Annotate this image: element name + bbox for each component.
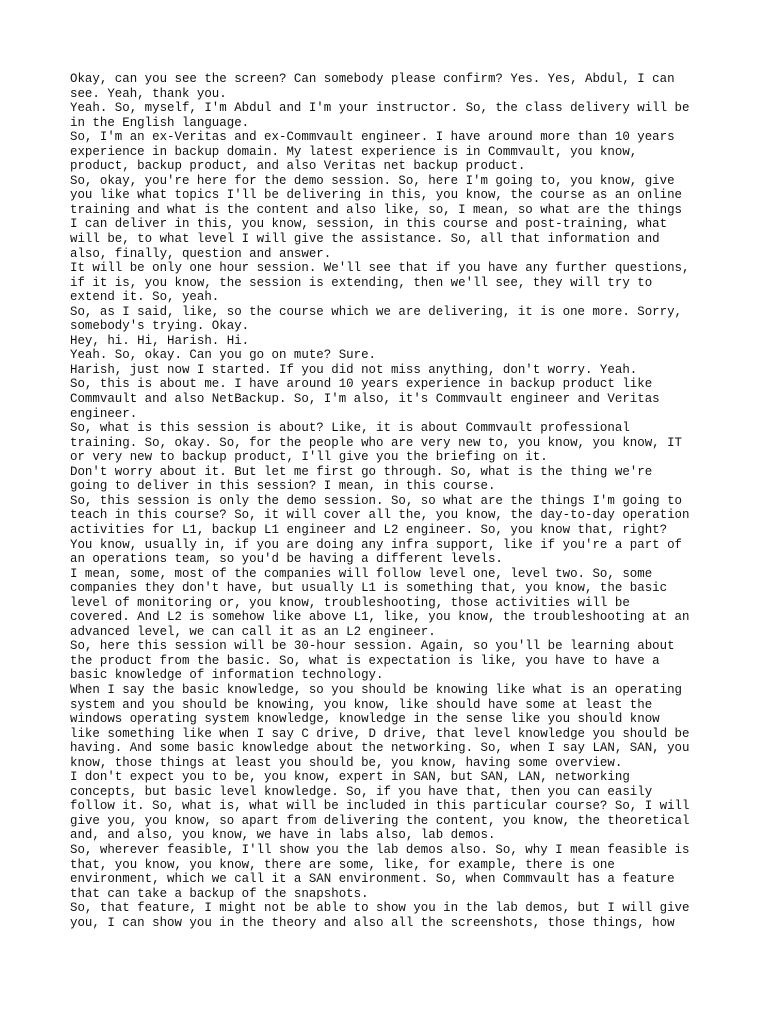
paragraph-2: Yeah. So, myself, I'm Abdul and I'm your instructor. So, the class delivery will be in the English language. [70, 101, 690, 130]
paragraph-1: Okay, can you see the screen? Can somebody please confirm? Yes. Yes, Abdul, I can see. Yeah, thank you. [70, 72, 675, 101]
paragraph-11: So, what is this session is about? Like, it is about Commvault professional training. So, okay. So, for the people who are very new to, you know, you know, IT or very new to backup product, I'll give you the briefing on it. [70, 421, 683, 465]
paragraph-10: So, this is about me. I have around 10 years experience in backup product like Commvault and also NetBackup. So, I'm also, it's Commvault engineer and Veritas engineer. [70, 377, 660, 421]
paragraph-12: Don't worry about it. But let me first go through. So, what is the thing we're going to deliver in this session? I mean, in this course. [70, 464, 653, 494]
paragraph-14: I mean, some, most of the companies will follow level one, level two. So, some companies they don't have, but usually L1 is something that, you know, the basic level of monitoring or, you know, troubleshooting, those activities will be covered. And L2 is somehow like above L1, like, you know, the troubleshooting at an advanced level, we can call it as an L2 engineer. [70, 566, 690, 639]
paragraph-6: So, as I said, like, so the course which we are delivering, it is one more. Sorry, somebody's trying. Okay. [70, 304, 683, 334]
paragraph-9: Harish, just now I started. If you did not miss anything, don't worry. Yeah. [70, 362, 638, 377]
paragraph-15: So, here this session will be 30-hour session. Again, so you'll be learning about the product from the basic. So, what is expectation is like, you have to have a basic knowledge of information technology. [70, 639, 675, 683]
transcript-document [70, 72, 710, 930]
paragraph-19: So, that feature, I might not be able to show you in the lab demos, but I will give you, I can show you in the theory and also all the screenshots, those things, how [70, 901, 690, 930]
paragraph-8: Yeah. So, okay. Can you go on mute? Sure. [70, 348, 377, 363]
paragraph-13: So, this session is only the demo session. So, so what are the things I'm going to teach in this course? So, it will cover all the, you know, the day-to-day operation activities for L1, backup L1 engineer and L2 engineer. So, you know that, right? You know, usually in, if you are doing any infra support, like if you're a part of an operations team, so you'd be having a different levels. [70, 493, 690, 567]
paragraph-16: When I say the basic knowledge, so you should be knowing like what is an operating system and you should be knowing, you know, like should have some at least the windows operating system knowledge, knowledge in the sense like you should know like something like when I say C drive, D drive, that level knowledge you should be having. And some basic knowledge about the networking. So, when I say LAN, SAN, you know, those things at least you should be, you know, having some overview. [70, 682, 690, 770]
paragraph-7: Hey, hi. Hi, Harish. Hi. [70, 333, 250, 348]
paragraph-17: I don't expect you to be, you know, expert in SAN, but SAN, LAN, networking concepts, but basic level knowledge. So, if you have that, then you can easily follow it. So, what is, what will be included in this particular course? So, I will give you, you know, so apart from delivering the content, you know, the theoretical and, and also, you know, we have in labs also, lab demos. [70, 770, 690, 843]
paragraph-4: So, okay, you're here for the demo session. So, here I'm going to, you know, give you like what topics I'll be delivering in this, you know, the course as an online training and what is the content and also like, so, I mean, so what are the things I can deliver in this, you know, session, in this course and post-training, what will be, to what level I will give the assistance. So, all that information and also, finally, question and answer. [70, 173, 683, 261]
paragraph-18: So, wherever feasible, I'll show you the lab demos also. So, why I mean feasible is that, you know, you know, there are some, like, for example, there is one environment, which we call it a SAN environment. So, when Commvault has a feature that can take a backup of the snapshots. [70, 842, 690, 901]
paragraph-3: So, I'm an ex-Veritas and ex-Commvault engineer. I have around more than 10 years experience in backup domain. My latest experience is in Commvault, you know, product, backup product, and also Veritas net backup product. [70, 130, 675, 174]
paragraph-5: It will be only one hour session. We'll see that if you have any further questions, if it is, you know, the session is extending, then we'll see, they will try to extend it. So, yeah. [70, 261, 690, 305]
